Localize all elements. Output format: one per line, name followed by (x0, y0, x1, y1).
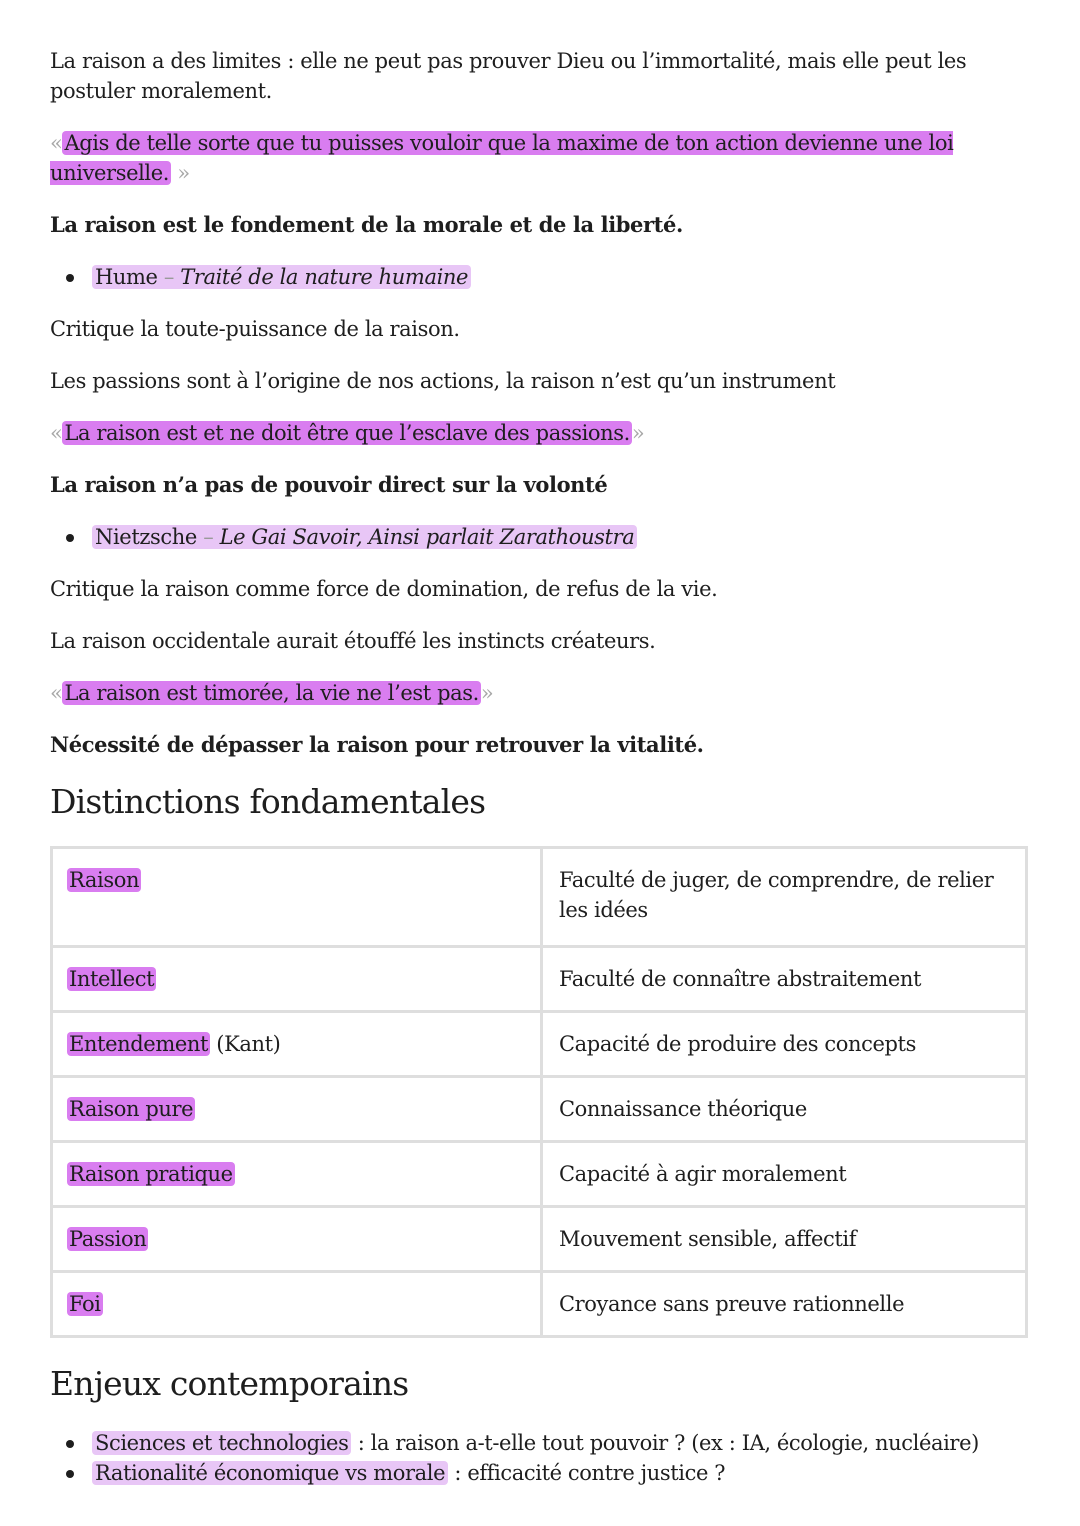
hume-author: Hume (95, 265, 158, 289)
table-cell-term (52, 1207, 542, 1272)
list-item (50, 1458, 1030, 1488)
table-cell-definition: Faculté de connaître abstraitement (542, 947, 1027, 1012)
table-cell-term (52, 1142, 542, 1207)
paragraph-nietzsche-summary: Nécessité de dépasser la raison pour retrouver la vitalité. (50, 732, 704, 757)
table-cell-term (52, 1272, 542, 1337)
table-row (52, 1142, 1027, 1207)
bullet-icon (66, 534, 74, 542)
quote-hume-text: La raison est et ne doit être que l’esclave des passions. (64, 421, 630, 445)
term-highlight: Intellect (69, 967, 155, 991)
term-highlight: Foi (69, 1292, 101, 1316)
hume-list (50, 262, 1030, 292)
table-row (52, 1012, 1027, 1077)
hume-dash: – (157, 265, 181, 289)
heading-enjeux: Enjeux contemporains (50, 1364, 409, 1403)
term-highlight: Passion (69, 1227, 147, 1251)
term-note: (Kant) (210, 1032, 281, 1056)
paragraph-hume-1: Critique la toute-puissance de la raison. (50, 317, 460, 341)
paragraph-kant-summary: La raison est le fondement de la morale et de la liberté. (50, 212, 683, 237)
paragraph-kant-limits: La raison a des limites : elle ne peut pas prouver Dieu ou l’immortalité, mais elle peut les postuler moralement. (50, 49, 967, 103)
table-cell-definition: Faculté de juger, de comprendre, de relier les idées (542, 848, 1027, 947)
quote-nietzsche (50, 678, 1030, 708)
bullet-icon (66, 274, 74, 282)
enjeu-text: : la raison a-t-elle tout pouvoir ? (ex : IA, écologie, nucléaire) (351, 1431, 979, 1455)
list-item (50, 1428, 1030, 1458)
quote-open: « (50, 131, 63, 155)
bullet-icon (66, 1470, 74, 1478)
table-cell-definition: Capacité à agir moralement (542, 1142, 1027, 1207)
nietzsche-list (50, 522, 1030, 552)
hume-reference (92, 265, 471, 289)
quote-kant (50, 128, 1030, 188)
table-cell-term (52, 1077, 542, 1142)
quote-hume (50, 418, 1030, 448)
table-cell-term (52, 947, 542, 1012)
term-highlight: Raison pratique (69, 1162, 233, 1186)
nietzsche-work: Le Gai Savoir, Ainsi parlait Zarathoustra (219, 525, 635, 549)
nietzsche-dash: – (196, 525, 220, 549)
table-row (52, 1077, 1027, 1142)
nietzsche-author: Nietzsche (95, 525, 197, 549)
quote-close: » (480, 681, 494, 705)
paragraph-nietzsche-1: Critique la raison comme force de domination, de refus de la vie. (50, 577, 718, 601)
table-row (52, 1207, 1027, 1272)
table-cell-definition: Connaissance théorique (542, 1077, 1027, 1142)
term-highlight: Entendement (69, 1032, 209, 1056)
term-highlight: Raison pure (69, 1097, 194, 1121)
table-cell-definition: Croyance sans preuve rationnelle (542, 1272, 1027, 1337)
table-cell-term (52, 848, 542, 947)
quote-open: « (50, 681, 63, 705)
list-item-hume (50, 262, 1030, 292)
quote-close: » (177, 161, 190, 185)
list-item-nietzsche (50, 522, 1030, 552)
quote-close: » (631, 421, 645, 445)
enjeu-term: Rationalité économique vs morale (92, 1461, 448, 1485)
paragraph-hume-2: Les passions sont à l’origine de nos actions, la raison n’est qu’un instrument (50, 369, 836, 393)
hume-work: Traité de la nature humaine (180, 265, 469, 289)
term-highlight: Raison (69, 868, 140, 892)
enjeux-list (50, 1428, 1030, 1488)
table-cell-definition: Capacité de produire des concepts (542, 1012, 1027, 1077)
bullet-icon (66, 1440, 74, 1448)
distinctions-table (50, 846, 1028, 1338)
quote-kant-text: Agis de telle sorte que tu puisses vouloir que la maxime de ton action devienne une loi universelle. (50, 131, 954, 185)
table-row (52, 1272, 1027, 1337)
nietzsche-reference (92, 525, 637, 549)
quote-open: « (50, 421, 63, 445)
enjeu-term: Sciences et technologies (92, 1431, 351, 1455)
table-row (52, 947, 1027, 1012)
enjeu-text: : efficacité contre justice ? (448, 1461, 726, 1485)
paragraph-nietzsche-2: La raison occidentale aurait étouffé les instincts créateurs. (50, 629, 656, 653)
heading-distinctions: Distinctions fondamentales (50, 782, 486, 821)
table-cell-definition: Mouvement sensible, affectif (542, 1207, 1027, 1272)
quote-nietzsche-text: La raison est timorée, la vie ne l’est pas. (64, 681, 479, 705)
paragraph-hume-summary: La raison n’a pas de pouvoir direct sur la volonté (50, 472, 608, 497)
table-cell-term (52, 1012, 542, 1077)
table-row (52, 848, 1027, 947)
